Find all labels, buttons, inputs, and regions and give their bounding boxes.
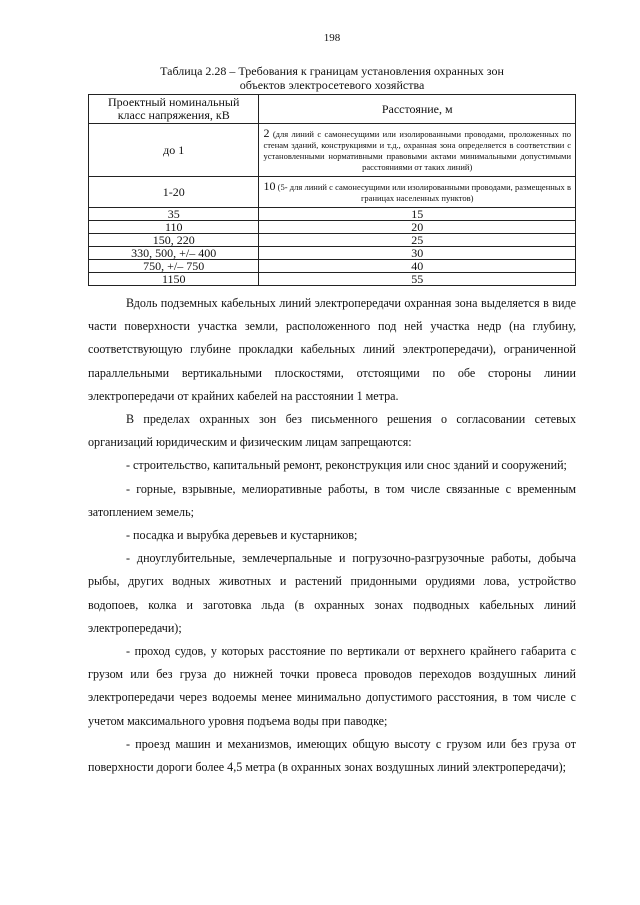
list-item-mining-works: - горные, взрывные, мелиоративные работы, в том числе связанные с временным затоплением земель; [88, 481, 576, 519]
distance-cell: 20 [259, 221, 576, 234]
table-caption-line-1: Таблица 2.28 – Требования к границам установления охранных зон [160, 64, 504, 78]
table-row [89, 260, 576, 273]
voltage-cell: 1150 [89, 273, 259, 286]
distance-value: 10 [263, 178, 276, 193]
table-row [89, 247, 576, 260]
table-row [89, 234, 576, 247]
list-item-vehicle-passage: - проезд машин и механизмов, имеющих общую высоту с грузом или без груза от поверхности дороги более 4,5 метра (в охранных зонах воздушных линий электропередачи); [88, 736, 576, 775]
voltage-cell: 330, 500, +/– 400 [89, 247, 259, 260]
paragraph-underground-cables: Вдоль подземных кабельных линий электропередачи охранная зона выделяется в виде части поверхности участка земли, расположенного под ней участка недр (на глубину, соответствующую глубине прокладки кабельных линий электропередачи), ограниченной параллельными вертикальными плоскостями, отстоящими по обе стороны линии электропередачи от крайних кабелей на расстоянии 1 метра. [88, 296, 576, 403]
distance-value: 2 [263, 125, 270, 140]
distance-cell: 40 [259, 260, 576, 273]
distance-cell: 15 [259, 208, 576, 221]
voltage-cell: 110 [89, 221, 259, 234]
paragraph-prohibitions-intro: В пределах охранных зон без письменного решения о согласовании сетевых организаций юридическим и физическим лицам запрещаются: [88, 412, 576, 450]
voltage-cell: 750, +/– 750 [89, 260, 259, 273]
distance-cell: 55 [259, 273, 576, 286]
table-row [89, 221, 576, 234]
list-item-tree-planting: - посадка и вырубка деревьев и кустарников; [126, 528, 358, 543]
header-distance: Расстояние, м [259, 95, 576, 124]
protection-zone-table [88, 94, 576, 286]
table-row [89, 273, 576, 286]
page-number: 198 [323, 32, 341, 44]
list-item-dredging: - дноуглубительные, землечерпальные и погрузочно-разгрузочные работы, добыча рыбы, других водных животных и растений придонными орудиями лова, устройство водопоев, колка и заготовка льда (в охранных зонах подводных кабельных линий электропередачи); [88, 551, 576, 635]
table-row [89, 124, 576, 177]
voltage-cell: до 1 [89, 124, 259, 177]
distance-cell: 30 [259, 247, 576, 260]
distance-note: (5- для линий с самонесущими или изолированными проводами, размещенных в границах населенных пунктов) [275, 181, 571, 203]
table-caption [88, 64, 576, 92]
distance-cell: 25 [259, 234, 576, 247]
distance-cell [259, 124, 576, 177]
list-item-construction: - строительство, капитальный ремонт, реконструкция или снос зданий и сооружений; [126, 458, 567, 473]
voltage-cell: 35 [89, 208, 259, 221]
header-voltage-class: Проектный номинальный класс напряжения, кВ [89, 95, 259, 124]
table-row [89, 177, 576, 208]
distance-note: (для линий с самонесущими или изолированными проводами, проложенных по стенам зданий, конструкциями и т.д., охранная зона определяется в соответствии с установленными нормативными правовыми актами минимальными допустимыми расстояниями от таких линий) [263, 128, 571, 172]
list-item-vessel-passage: - проход судов, у которых расстояние по вертикали от верхнего крайнего габарита с грузом или без груза до нижней точки провеса проводов переходов воздушных линий электропередачи через водоемы менее минимально допустимого расстояния, в том числе с учетом максимального уровня подъема воды при паводке; [88, 644, 576, 728]
distance-cell [259, 177, 576, 208]
table-caption-line-2: объектов электросетевого хозяйства [239, 78, 425, 92]
table-row [89, 208, 576, 221]
voltage-cell: 150, 220 [89, 234, 259, 247]
body-text [88, 292, 576, 779]
voltage-cell: 1-20 [89, 177, 259, 208]
